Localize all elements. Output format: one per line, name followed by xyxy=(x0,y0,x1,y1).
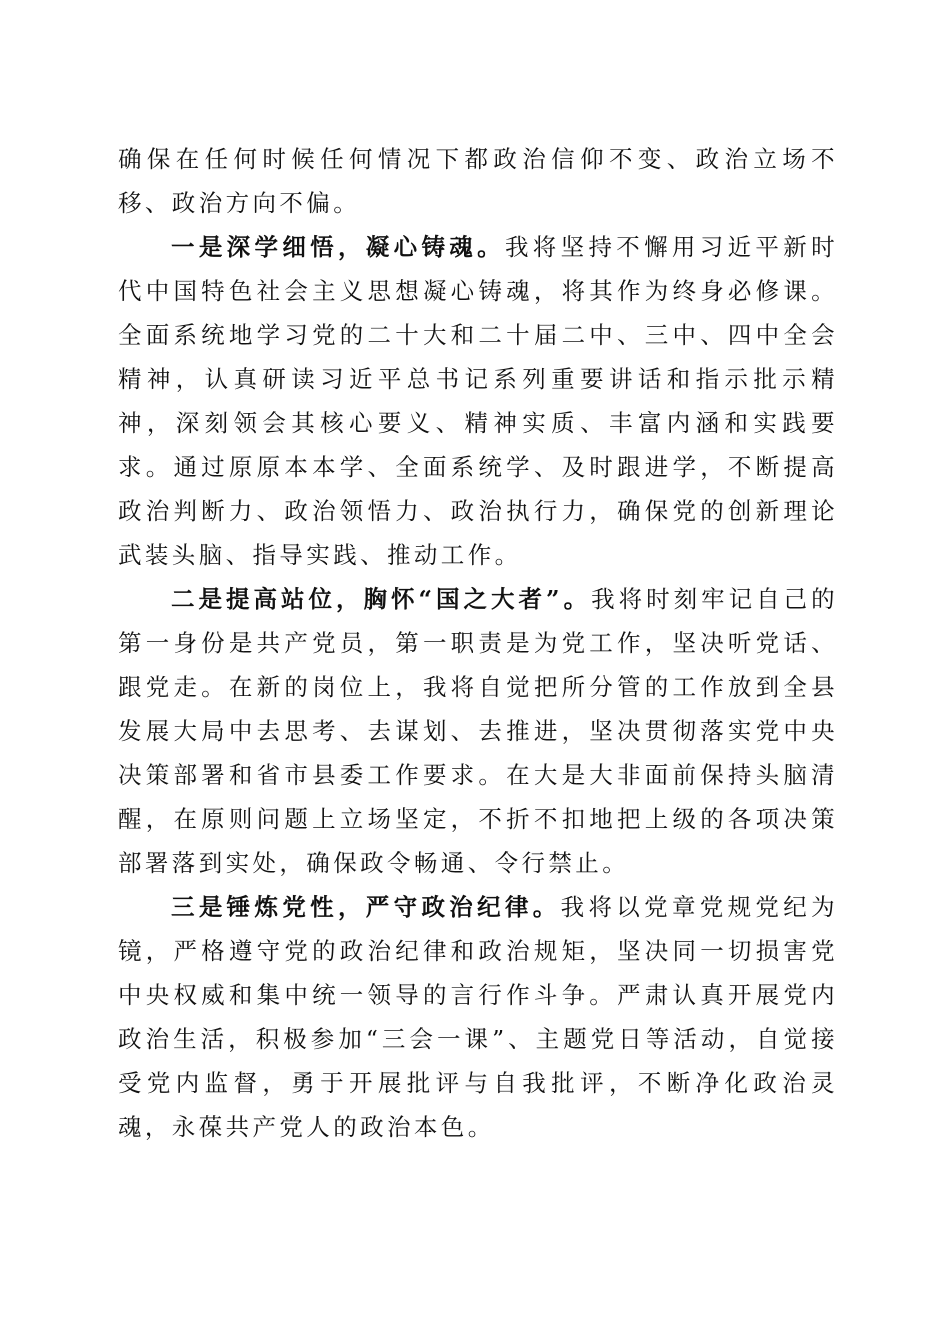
document-body xyxy=(118,137,838,1149)
paragraph-text: 我将以党章党规党纪为镜，严格遵守党的政治纪律和政治规矩，坚决同一切损害党中央权威和集中统一领导的言行作斗争。严肃认真开展党内政治生活，积极参加“三会一课”、主题党日等活动，自觉接受党内监督，勇于开展批评与自我批评，不断净化政治灵魂，永葆共产党人的政治本色。 xyxy=(118,893,838,1141)
paragraph-continuation xyxy=(118,137,838,225)
paragraph-discipline xyxy=(118,885,838,1149)
paragraph-text: 我将时刻牢记自己的第一身份是共产党员，第一职责是为党工作，坚决听党话、跟党走。在新的岗位上，我将自觉把所分管的工作放到全县发展大局中去思考、去谋划、去推进，坚决贯彻落实党中央决策部署和省市县委工作要求。在大是大非面前保持头脑清醒，在原则问题上立场坚定，不折不扣地把上级的各项决策部署落到实处，确保政令畅通、令行禁止。 xyxy=(118,585,838,877)
paragraph-heading: 一是深学细悟，凝心铸魂。 xyxy=(171,233,505,261)
paragraph-text: 我将坚持不懈用习近平新时代中国特色社会主义思想凝心铸魂，将其作为终身必修课。全面系统地学习党的二十大和二十届二中、三中、四中全会精神，认真研读习近平总书记系列重要讲话和指示批示精神，深刻领会其核心要义、精神实质、丰富内涵和实践要求。通过原原本本学、全面系统学、及时跟进学，不断提高政治判断力、政治领悟力、政治执行力，确保党的创新理论武装头脑、指导实践、推动工作。 xyxy=(118,233,838,569)
paragraph-heading: 二是提高站位，胸怀“国之大者”。 xyxy=(171,585,592,613)
paragraph-heading: 三是锤炼党性，严守政治纪律。 xyxy=(171,893,561,921)
paragraph-study xyxy=(118,225,838,577)
paragraph-text: 确保在任何时候任何情况下都政治信仰不变、政治立场不移、政治方向不偏。 xyxy=(118,145,838,217)
paragraph-stance xyxy=(118,577,838,885)
